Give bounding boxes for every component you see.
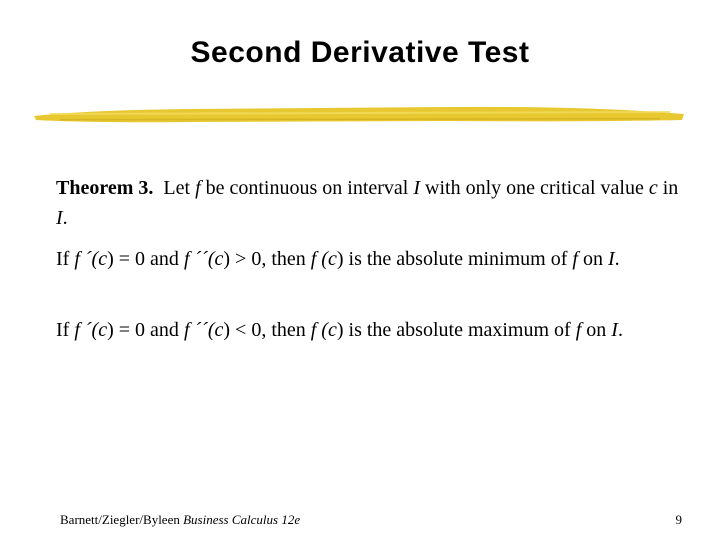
footer-citation xyxy=(60,512,300,528)
math-var: f xyxy=(195,177,201,199)
math-var: f xyxy=(575,319,582,341)
math-var: I xyxy=(413,177,421,199)
slide-title: Second Derivative Test xyxy=(190,36,530,69)
minimum-case-paragraph xyxy=(56,244,686,274)
text: on xyxy=(582,248,603,270)
math-var: c xyxy=(98,248,108,270)
footer-authors: Barnett/Ziegler/Byleen xyxy=(60,512,180,527)
title-underline-brushstroke xyxy=(30,100,688,130)
text: If xyxy=(56,319,70,341)
text: ) = 0 and xyxy=(107,319,179,341)
math-var: f ( xyxy=(310,319,328,341)
math-var: I xyxy=(56,207,63,229)
math-var: I xyxy=(611,319,618,341)
text: . xyxy=(617,319,623,341)
text: in xyxy=(662,177,679,199)
text: ) is the absolute maximum of xyxy=(336,319,571,341)
math-var: f ´´( xyxy=(183,248,215,270)
math-var: f ( xyxy=(310,248,328,270)
math-var: f ´( xyxy=(74,319,99,341)
math-var: c xyxy=(98,319,108,341)
text: If xyxy=(56,248,70,270)
theorem-label: Theorem 3. xyxy=(56,177,154,199)
text: . xyxy=(62,207,68,229)
text: Let xyxy=(163,177,191,199)
math-var: c xyxy=(214,248,224,270)
math-var: c xyxy=(648,177,658,199)
math-var: f ´´( xyxy=(183,319,215,341)
math-var: f ´( xyxy=(74,248,99,270)
math-var: c xyxy=(214,319,224,341)
text: on xyxy=(586,319,607,341)
maximum-case-paragraph xyxy=(56,315,686,345)
math-var: c xyxy=(327,248,337,270)
text: ) < 0, then xyxy=(223,319,306,341)
text: with only one critical value xyxy=(425,177,644,199)
math-var: c xyxy=(327,319,337,341)
text: . xyxy=(614,248,620,270)
math-var: I xyxy=(607,248,615,270)
text: ) > 0, then xyxy=(223,248,306,270)
math-var: f xyxy=(572,248,578,270)
page-number: 9 xyxy=(675,512,682,527)
footer-book-title: Business Calculus 12e xyxy=(183,512,301,527)
text: ) = 0 and xyxy=(107,248,179,270)
text: be continuous on interval xyxy=(205,177,409,199)
theorem-paragraph xyxy=(56,173,686,233)
text: ) is the absolute minimum of xyxy=(336,248,568,270)
